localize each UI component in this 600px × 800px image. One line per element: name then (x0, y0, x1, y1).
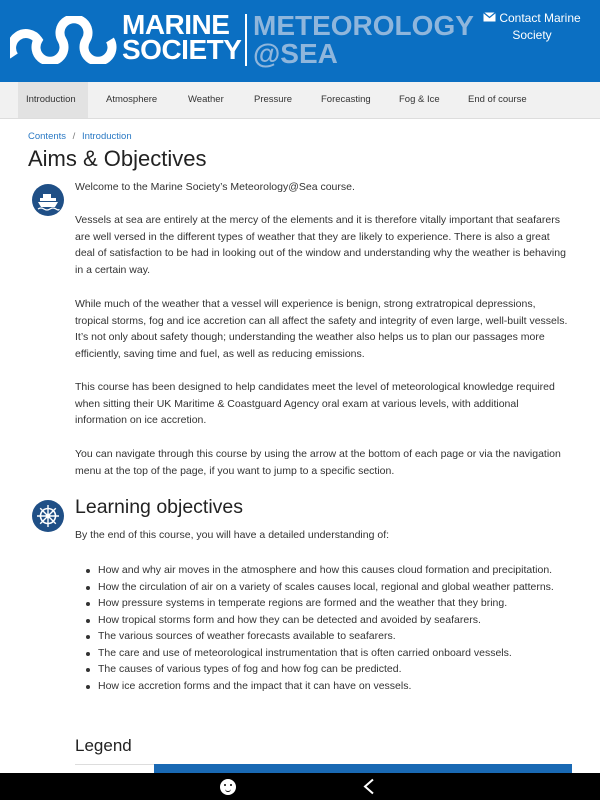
legend-divider (75, 764, 154, 765)
list-item: The various sources of weather forecasts available to seafarers. (98, 628, 568, 645)
contact-line-2: Society (512, 28, 552, 42)
list-item: How tropical storms form and how they can be detected and avoided by seafarers. (98, 612, 568, 629)
breadcrumb (28, 131, 132, 142)
site-header (0, 0, 600, 82)
nav-item-atmosphere[interactable]: Atmosphere (106, 94, 158, 105)
list-item: How the circulation of air on a variety of scales causes local, regional and global weather patterns. (98, 579, 568, 596)
list-item: How and why air moves in the atmosphere and how this causes cloud formation and precipitation. (98, 562, 568, 579)
nav-item-end-of-course[interactable]: End of course (468, 94, 527, 105)
ship-wheel-icon (32, 500, 64, 532)
list-item: How pressure systems in temperate regions are formed and the weather that they bring. (98, 595, 568, 612)
learning-objectives-list (98, 562, 568, 694)
learning-objectives-heading: Learning objectives (75, 496, 244, 518)
brand-line-2: SOCIETY (122, 34, 242, 65)
list-item: How ice accretion forms and the impact that it can have on vessels. (98, 678, 568, 695)
intro-paragraph-3: While much of the weather that a vessel will experience is benign, strong extratropical depressions, tropical storms, fog and ice accretion can all affect the safety and integrity of even large, well-built vessels. It’s not only about safety though; understanding the weather also helps us to plan our passages more efficiently, saving time and fuel, as well as reducing emissions. (75, 298, 568, 360)
legend-panel (154, 764, 572, 773)
nav-item-weather[interactable]: Weather (188, 94, 224, 105)
nav-item-fog-ice[interactable]: Fog & Ice (399, 94, 440, 105)
contact-link[interactable] (472, 10, 592, 44)
intro-paragraph-4: This course has been designed to help candidates meet the level of meteorological knowledge required when sitting their UK Maritime & Coastguard Agency oral exam at various levels, with additional information on ice accretion. (75, 381, 555, 426)
nav-item-pressure[interactable]: Pressure (254, 94, 293, 105)
bottom-navigation-bar (0, 773, 600, 800)
brand-divider (245, 14, 247, 66)
product-name (253, 12, 474, 68)
list-item: The care and use of meteorological instrumentation that is often carried onboard vessels. (98, 645, 568, 662)
envelope-icon (483, 10, 496, 27)
breadcrumb-current[interactable]: Introduction (81, 131, 132, 142)
assistant-icon[interactable] (220, 779, 236, 795)
ship-icon (32, 184, 64, 216)
list-item: The causes of various types of fog and how fog can be predicted. (98, 661, 568, 678)
learning-objectives-intro: By the end of this course, you will have a detailed understanding of: (75, 529, 390, 541)
product-line-2: @SEA (253, 38, 338, 69)
breadcrumb-separator: / (72, 131, 76, 142)
contact-line-1: Contact Marine (499, 11, 581, 25)
back-arrow-icon[interactable] (362, 778, 376, 795)
main-nav (0, 82, 600, 119)
legend-heading: Legend (75, 736, 132, 755)
marine-society-logo-icon[interactable] (10, 16, 120, 64)
nav-item-introduction[interactable]: Introduction (18, 82, 88, 118)
intro-paragraph-1: Welcome to the Marine Society’s Meteorology@Sea course. (75, 181, 355, 193)
nav-item-forecasting[interactable]: Forecasting (321, 94, 371, 105)
intro-paragraph-2: Vessels at sea are entirely at the mercy of the elements and it is therefore vitally important that seafarers are well versed in the different types of weather that they are likely to experience. There is also a great deal of satisfaction to be had in looking out of the window and understanding why the weather is behaving in a certain way. (75, 214, 566, 276)
page-title: Aims & Objectives (28, 146, 207, 171)
breadcrumb-contents-link[interactable]: Contents (28, 131, 67, 142)
product-line-1: METEOROLOGY (253, 10, 474, 41)
brand-line-1: MARINE (122, 9, 230, 40)
intro-paragraph-5: You can navigate through this course by using the arrow at the bottom of each page or via the navigation menu at the top of the page, if you want to jump to a specific section. (75, 448, 561, 477)
brand-name[interactable] (122, 9, 242, 65)
